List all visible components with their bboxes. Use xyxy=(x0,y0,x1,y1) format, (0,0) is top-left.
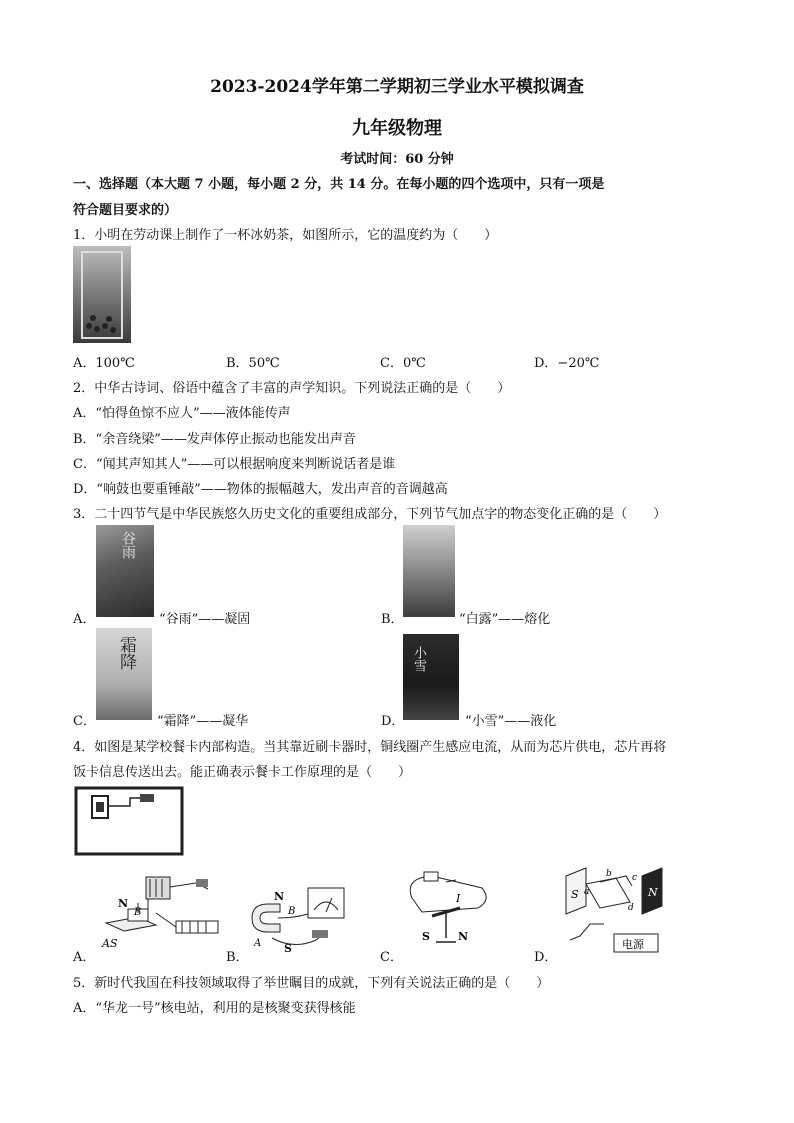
q4-b-label-s: S xyxy=(284,942,292,955)
q4-option-d: D． xyxy=(534,950,558,965)
meal-card-diagram xyxy=(74,786,186,858)
q4-a-label-b: B xyxy=(134,907,142,918)
q1-option-a: A．100℃ xyxy=(73,356,135,371)
q1-stem: 1．小明在劳动课上制作了一杯冰奶茶，如图所示，它的温度约为（ ） xyxy=(73,228,498,243)
q4-c-label-s: S xyxy=(422,930,430,943)
q4-d-label-d: d xyxy=(628,903,634,913)
q4-b-label-n: N xyxy=(274,890,285,903)
subject-title: 九年级物理 xyxy=(352,118,442,139)
q3-option-d-letter: D． xyxy=(381,714,405,729)
q4-stem-line2: 饭卡信息传送出去。能正确表示餐卡工作原理的是（ ） xyxy=(73,765,412,780)
q4-d-label-power: 电源 xyxy=(622,938,644,951)
q4-diagram-d xyxy=(560,866,672,958)
q4-option-b: B． xyxy=(226,950,249,965)
q4-option-a: A． xyxy=(73,950,96,965)
q4-option-c: C． xyxy=(380,950,403,965)
q3-option-b-letter: B． xyxy=(381,612,404,627)
q1-option-b: B．50℃ xyxy=(226,356,280,371)
grain-rain-photo xyxy=(96,525,154,617)
exam-time: 考试时间：60 分钟 xyxy=(340,152,454,167)
q2-option-c: C．“闻其声知其人”——可以根据响度来判断说话者是谁 xyxy=(73,457,396,472)
q4-c-label-n: N xyxy=(458,930,469,943)
q2-option-a: A．“怕得鱼惊不应人”——液体能传声 xyxy=(73,406,291,421)
q4-d-label-b: b xyxy=(606,869,612,879)
q3-option-c-text: “霜降”——凝华 xyxy=(157,714,249,729)
q4-d-label-a: a xyxy=(584,887,590,897)
section-heading-line2: 符合题目要求的） xyxy=(73,203,178,218)
q4-d-label-s: S xyxy=(571,888,579,901)
q3-option-b-text: “白露”——熔化 xyxy=(459,612,551,627)
q3-option-a-text: “谷雨”——凝固 xyxy=(159,612,251,627)
q1-option-c: C．0℃ xyxy=(380,356,426,371)
exam-title: 2023-2024学年第二学期初三学业水平模拟调查 xyxy=(210,77,584,97)
q4-diagram-b xyxy=(248,880,368,956)
q4-c-label-i: I xyxy=(456,892,461,905)
frost-descent-photo xyxy=(96,628,152,720)
q2-stem: 2．中华古诗词、俗语中蕴含了丰富的声学知识。下列说法正确的是（ ） xyxy=(73,381,511,396)
white-dew-photo xyxy=(403,525,455,617)
q3-option-c-letter: C． xyxy=(73,714,96,729)
q3-option-d-text: “小雪”——液化 xyxy=(465,714,557,729)
q1-option-d: D．−20℃ xyxy=(534,356,600,371)
milk-tea-photo xyxy=(73,246,131,343)
q2-option-d: D．“响鼓也要重锤敲”——物体的振幅越大，发出声音的音调越高 xyxy=(73,482,448,497)
light-snow-photo-text: 小雪 xyxy=(411,646,426,672)
q4-b-label-b: B xyxy=(288,906,296,917)
frost-descent-photo-text: 霜降 xyxy=(116,636,136,670)
q4-a-label-n: N xyxy=(118,897,129,910)
q3-stem: 3．二十四节气是中华民族悠久历史文化的重要组成部分，下列节气加点字的物态变化正确的是（ ） xyxy=(73,507,667,522)
q3-option-a-letter: A． xyxy=(73,612,96,627)
q4-a-label-as: AS xyxy=(102,937,118,950)
milk-tea-cup-icon xyxy=(73,246,131,343)
q2-option-b: B．“余音绕梁”——发声体停止振动也能发出声音 xyxy=(73,432,356,447)
section-heading-line1: 一、选择题（本大题 7 小题，每小题 2 分，共 14 分。在每小题的四个选项中，只有一项是 xyxy=(73,177,605,192)
light-snow-photo xyxy=(403,634,459,720)
grain-rain-photo-text: 谷雨 xyxy=(120,531,136,559)
q4-d-label-c: c xyxy=(632,873,638,883)
q4-diagram-c xyxy=(402,868,492,950)
q5-option-a: A．“华龙一号”核电站，利用的是核聚变获得核能 xyxy=(73,1001,356,1016)
q4-b-label-a: A xyxy=(254,938,262,949)
q4-d-label-n: N xyxy=(648,886,658,899)
q4-diagram-a xyxy=(98,873,226,953)
q4-stem-line1: 4．如图是某学校餐卡内部构造。当其靠近刷卡器时，铜线圈产生感应电流，从而为芯片供电，芯片再将 xyxy=(73,740,667,755)
q5-stem: 5．新时代我国在科技领域取得了举世瞩目的成就，下列有关说法正确的是（ ） xyxy=(73,976,550,991)
